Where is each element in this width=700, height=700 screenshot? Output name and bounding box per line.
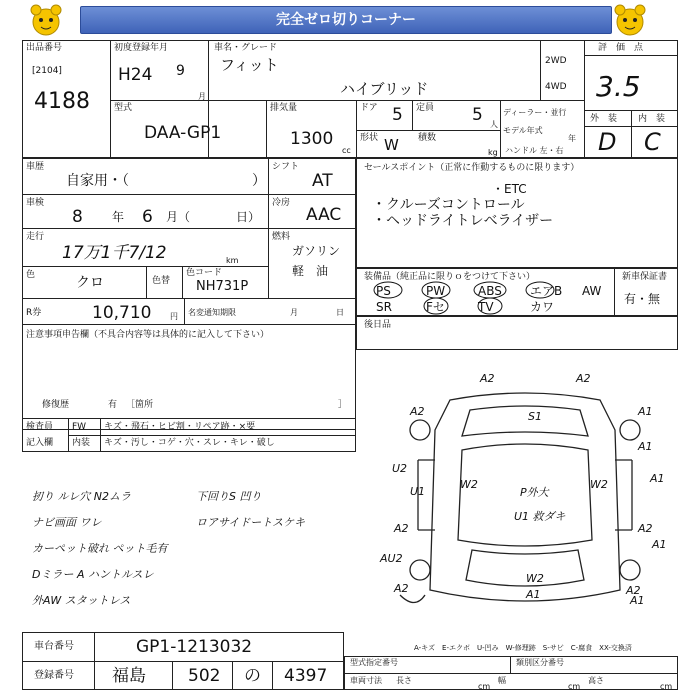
type-value: DAA-GP1	[144, 123, 222, 143]
equipment-item: PW	[426, 284, 446, 298]
type-label: 型式	[114, 103, 133, 113]
damage-label: W2	[460, 478, 478, 491]
capacity-unit: 人	[490, 120, 498, 129]
interior-legend-items: キズ・汚し・コゲ・穴・スレ・キレ・破し	[104, 438, 275, 448]
inspector-label: 検査員	[26, 422, 54, 432]
sales-point: ・ETC	[492, 182, 527, 196]
repair-close: ］	[338, 400, 348, 410]
damage-label: W2	[526, 572, 544, 585]
tax-label: 新車保証書	[622, 272, 668, 282]
equipment-item: AW	[582, 284, 602, 298]
banner	[0, 0, 700, 40]
reg-kana: の	[244, 666, 261, 686]
note-line: Dミラー A ハントルスレ	[32, 568, 154, 581]
model-name: フィット	[220, 56, 279, 74]
sheet-frame	[22, 40, 678, 158]
mileage-unit: km	[226, 256, 239, 265]
damage-label: W2	[590, 478, 608, 491]
damage-label: U1 救ダキ	[514, 510, 566, 523]
inspection-month: 6	[142, 207, 153, 227]
reg-region: 福島	[112, 666, 146, 686]
banner-bar	[80, 6, 612, 34]
damage-label: A2	[410, 405, 425, 418]
damage-codes-legend: A-キズ E-エクボ U-凹み W-修理跡 S-サビ C-腐食 XX-交換済	[414, 644, 632, 652]
sales-point: ・クルーズコントロール	[372, 197, 525, 213]
equipment-item: Fセ	[426, 300, 445, 314]
model-name-label: 車名・グレード	[214, 43, 278, 53]
damage-label: P外大	[520, 486, 549, 499]
note-line: カーペット破れ ペット毛有	[32, 542, 168, 555]
length-unit: cm	[478, 682, 491, 691]
inspection-day-unit: 日）	[236, 210, 261, 224]
displacement-unit: cc	[342, 146, 351, 155]
shape-value: W	[384, 136, 399, 154]
damage-label: A1	[652, 538, 667, 551]
notes-title: 注意事項申告欄（不具合内容等は具体的に記入して下さい）	[26, 330, 270, 340]
steering-label: ハンドル 左・右	[505, 146, 564, 155]
damage-label: A2	[394, 582, 409, 595]
notice-day-unit: 日	[336, 308, 344, 317]
damage-label: A1	[638, 405, 653, 418]
damage-label: A1	[526, 588, 541, 601]
damage-label: A1	[638, 440, 653, 453]
repair-value: 有	[108, 400, 118, 410]
banner-title: 完全ゼロ切りコーナー	[276, 12, 416, 28]
year-unit: 年	[568, 134, 576, 143]
history-label: 車歴	[26, 162, 45, 172]
history-value: 自家用・（	[66, 173, 129, 189]
chassis-label: 車台番号	[34, 641, 74, 652]
mascot-left-icon	[28, 2, 64, 38]
damage-label: A2	[394, 522, 409, 535]
damage-label: A2	[576, 372, 591, 385]
tax-value: 有・無	[624, 292, 661, 306]
damage-label: S1	[528, 410, 542, 423]
shift-label: シフト	[272, 162, 300, 172]
color-value: クロ	[76, 275, 104, 291]
damage-label: A1	[650, 472, 665, 485]
note-line: ナビ画面 ワレ	[32, 516, 102, 529]
exterior-label: 外 装	[590, 114, 618, 124]
fuel-gasoline: ガソリン	[292, 244, 341, 258]
first-reg-month: 9	[176, 63, 185, 79]
capacity-label: 定員	[416, 103, 435, 113]
sales-points-title: セールスポイント（正常に作動するものに限ります）	[364, 163, 580, 173]
doors-label: ドア	[360, 103, 378, 113]
doors-value: 5	[392, 105, 403, 125]
notice-month-unit: 月	[290, 308, 298, 317]
notice-label: 名変通知期限	[188, 308, 236, 317]
ac-value: AAC	[306, 205, 342, 225]
inspection-year: 8	[72, 207, 83, 227]
inspection-month-unit: 月（	[166, 210, 191, 224]
equipment-item: カワ	[530, 300, 555, 314]
equipment-item: SR	[376, 300, 392, 314]
interior-label: 内 装	[638, 114, 666, 124]
score-value: 3.5	[596, 70, 641, 103]
chassis-value: GP1-1213032	[136, 637, 253, 657]
drive-2wd: 2WD	[545, 56, 567, 66]
damage-label: U2	[392, 462, 408, 475]
note-line: ロアサイドートスケキ	[196, 516, 306, 529]
mascot-right-icon	[612, 2, 648, 38]
first-reg-year: H24	[118, 65, 153, 85]
inspection-year-unit: 年	[112, 210, 125, 224]
height-label: 高さ	[588, 676, 604, 685]
damage-label: A2	[626, 584, 641, 597]
shift-value: AT	[312, 171, 333, 191]
recorder-label: 記入欄	[26, 438, 54, 448]
equipment-item: TV	[478, 300, 494, 314]
class-label: 類別区分番号	[516, 658, 564, 667]
owner-label: 後日品	[364, 320, 392, 330]
color-code-value: NH731P	[196, 279, 249, 294]
interior-grade: C	[644, 128, 661, 156]
exterior-grade: D	[598, 128, 617, 156]
damage-label: A1	[630, 594, 645, 607]
width-unit: cm	[568, 682, 581, 691]
load-unit: kg	[488, 148, 498, 157]
model-year-label: モデル年式	[503, 126, 543, 135]
reg-class: 502	[188, 666, 221, 686]
size-label: 車両寸法	[350, 676, 382, 685]
fw-label: FW	[72, 422, 87, 432]
cert-label: 型式指定番号	[350, 658, 398, 667]
equipment-title: 装備品（純正品に限りｏをつけて下さい）	[364, 272, 536, 282]
ac-label: 冷房	[272, 198, 291, 208]
damage-label: A2	[480, 372, 495, 385]
shape-label: 形状	[360, 133, 379, 143]
width-label: 幅	[498, 676, 506, 685]
first-reg-label: 初度登録年月	[114, 43, 169, 53]
repair-location: ［箇所	[126, 400, 154, 410]
length-label: 長さ	[396, 676, 412, 685]
recycle-value: 10,710	[92, 303, 152, 323]
fuel-label: 燃料	[272, 232, 291, 242]
lot-sub: [2104]	[32, 66, 62, 76]
interior-legend-label: 内装	[72, 438, 91, 448]
mileage-label: 走行	[26, 232, 45, 242]
damage-label: AU2	[380, 552, 403, 565]
displacement-value: 1300	[290, 129, 334, 149]
damage-label: U1	[410, 485, 426, 498]
drive-4wd: 4WD	[545, 82, 567, 92]
sales-point: ・ヘッドライトレベライザー	[372, 213, 554, 229]
equipment-circles	[356, 268, 616, 316]
reg-number: 4397	[284, 666, 328, 686]
load-label: 積数	[418, 133, 437, 143]
history-close: ）	[252, 173, 266, 189]
score-label: 評 価 点	[598, 43, 644, 53]
dealer-label: ディーラー・並行	[503, 108, 567, 117]
color-label: 色	[26, 270, 36, 280]
note-line: 扨り ルレ穴 N2ムラ	[32, 490, 131, 503]
height-unit: cm	[660, 682, 673, 691]
color-code-label: 色コード	[186, 268, 223, 278]
note-line: 下回りS 凹り	[196, 490, 262, 503]
repair-label: 修復歴	[42, 400, 70, 410]
recycle-unit: 円	[170, 312, 178, 321]
note-line: 外AW スタットレス	[32, 594, 131, 607]
color-change-label: 色替	[152, 276, 171, 286]
damage-label: A2	[638, 522, 653, 535]
first-reg-month-unit: 月	[198, 92, 206, 101]
lot-number: 4188	[34, 89, 90, 114]
displacement-label: 排気量	[270, 103, 298, 113]
equipment-item: PS	[376, 284, 391, 298]
equipment-item: エアB	[530, 284, 563, 298]
lot-label: 出品番号	[26, 43, 63, 53]
capacity-value: 5	[472, 105, 483, 125]
fuel-diesel: 軽 油	[292, 264, 329, 278]
mileage-value: 17万1千7/12	[62, 243, 167, 263]
reg-label: 登録番号	[34, 670, 74, 681]
inspection-label: 車検	[26, 198, 45, 208]
grade: ハイブリッド	[340, 80, 429, 98]
equipment-item: ABS	[478, 284, 502, 298]
fw-items: キズ・飛石・ヒビ割・リペア跡・×要	[104, 422, 256, 432]
recycle-label: R券	[26, 308, 42, 318]
